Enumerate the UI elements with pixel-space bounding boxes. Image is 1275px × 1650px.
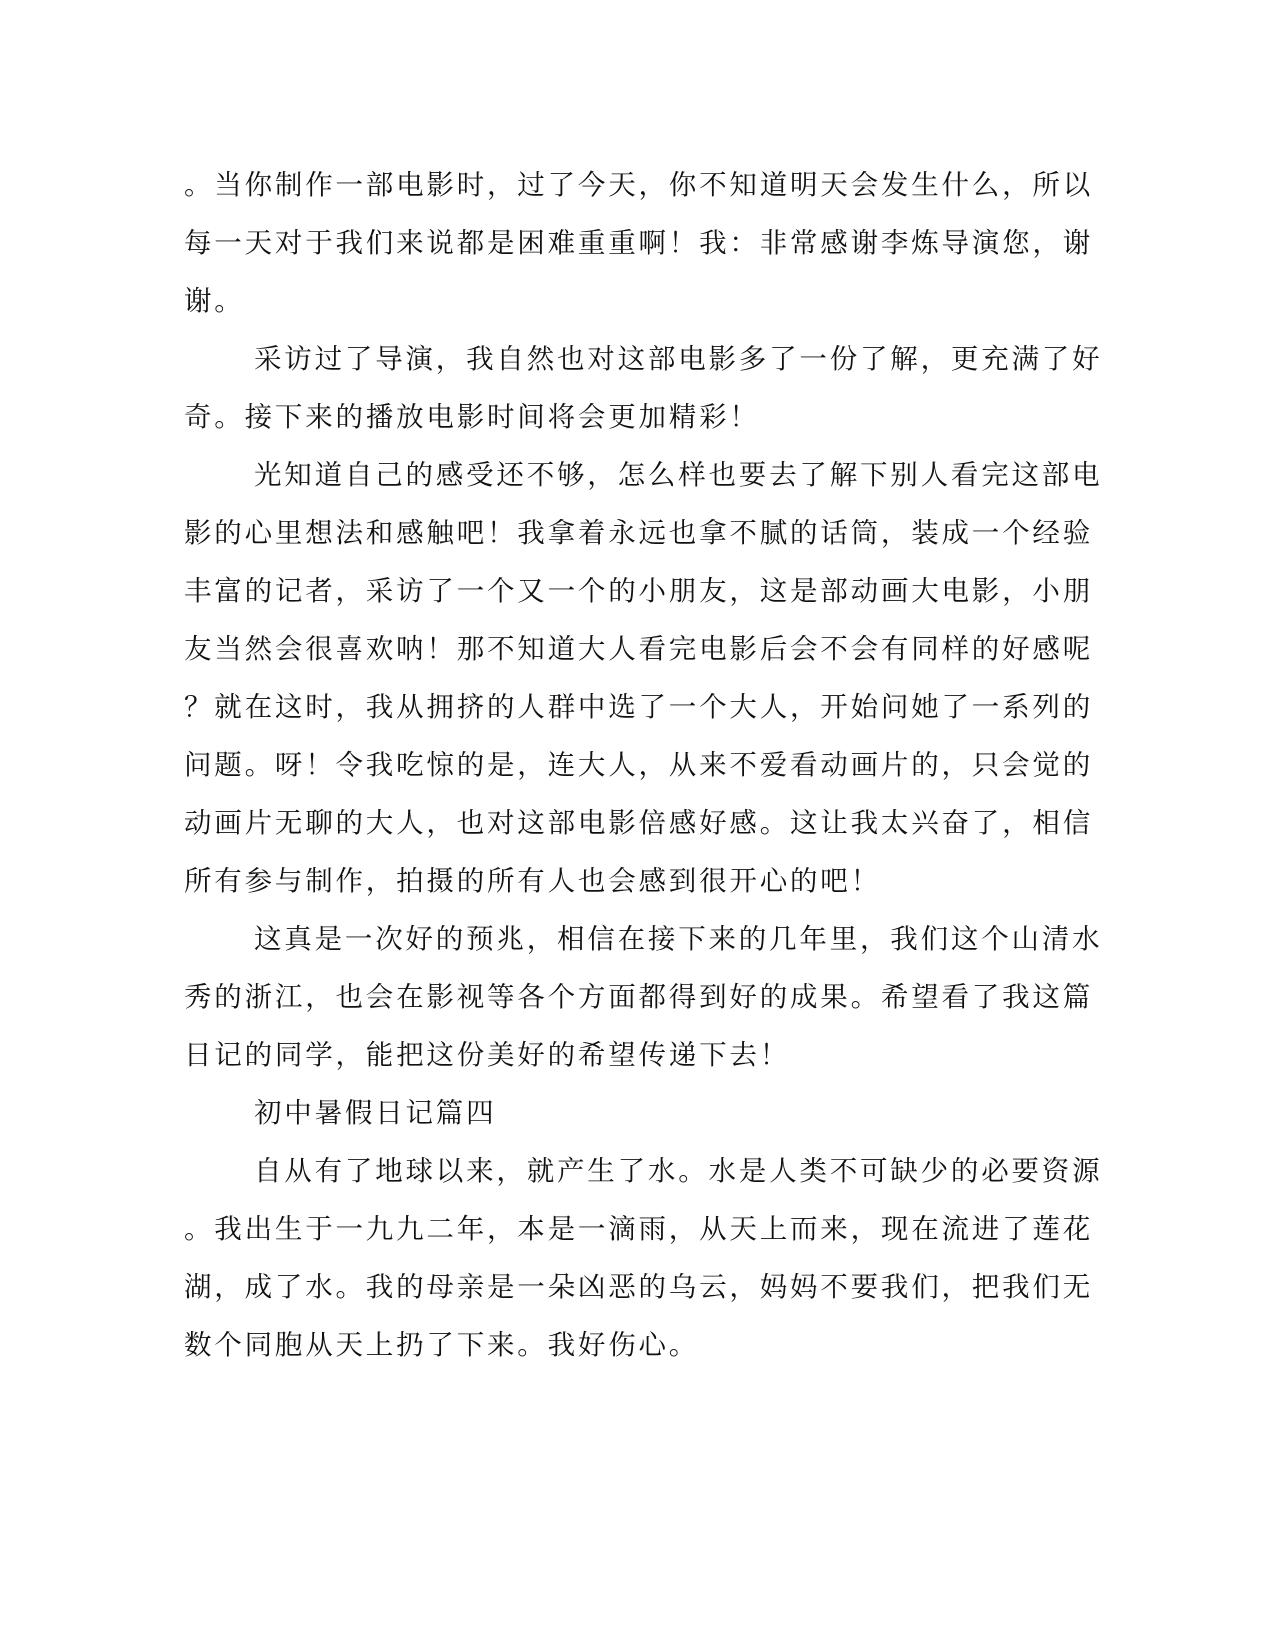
text-line: 。我出生于一九九二年，本是一滴雨，从天上而来，现在流进了莲花 <box>184 1213 1093 1245</box>
text-line: 这真是一次好的预兆，相信在接下来的几年里，我们这个山清水 <box>254 923 1103 955</box>
text-line: 所有参与制作，拍摄的所有人也会感到很开心的吧！ <box>184 865 881 897</box>
text-line: 自从有了地球以来，就产生了水。水是人类不可缺少的必要资源 <box>254 1155 1103 1187</box>
text-line: 影的心里想法和感触吧！我拿着永远也拿不腻的话筒，装成一个经验 <box>184 517 1093 549</box>
text-line: 数个同胞从天上扔了下来。我好伤心。 <box>184 1329 700 1361</box>
text-line: 日记的同学，能把这份美好的希望传递下去！ <box>184 1039 790 1071</box>
text-line: 采访过了导演，我自然也对这部电影多了一份了解，更充满了好 <box>254 343 1103 375</box>
paragraph <box>184 156 1093 330</box>
text-line: 友当然会很喜欢呐！那不知道大人看完电影后会不会有同样的好感呢 <box>184 633 1093 665</box>
text-line: 光知道自己的感受还不够，怎么样也要去了解下别人看完这部电 <box>254 459 1103 491</box>
text-line: 湖，成了水。我的母亲是一朵凶恶的乌云，妈妈不要我们，把我们无 <box>184 1271 1093 1303</box>
section-heading <box>184 1084 1034 1142</box>
text-line: 丰富的记者，采访了一个又一个的小朋友，这是部动画大电影，小朋 <box>184 575 1093 607</box>
text-line: 秀的浙江，也会在影视等各个方面都得到好的成果。希望看了我这篇 <box>184 981 1093 1013</box>
text-line: 谢。 <box>184 285 245 317</box>
text-line: 。当你制作一部电影时，过了今天，你不知道明天会发生什么，所以 <box>184 169 1093 201</box>
paragraph <box>184 1142 1103 1374</box>
text-line: ？就在这时，我从拥挤的人群中选了一个大人，开始问她了一系列的 <box>184 691 1093 723</box>
document-body <box>184 156 1103 1374</box>
text-line: 奇。接下来的播放电影时间将会更加精彩！ <box>184 401 760 433</box>
text-line: 动画片无聊的大人，也对这部电影倍感好感。这让我太兴奋了，相信 <box>184 807 1093 839</box>
paragraph <box>184 910 1103 1084</box>
heading-text: 初中暑假日记篇四 <box>254 1097 497 1129</box>
paragraph <box>184 330 1103 446</box>
paragraph <box>184 446 1103 910</box>
text-line: 问题。呀！令我吃惊的是，连大人，从来不爱看动画片的，只会觉的 <box>184 749 1093 781</box>
text-line: 每一天对于我们来说都是困难重重啊！我：非常感谢李炼导演您，谢 <box>184 227 1093 259</box>
